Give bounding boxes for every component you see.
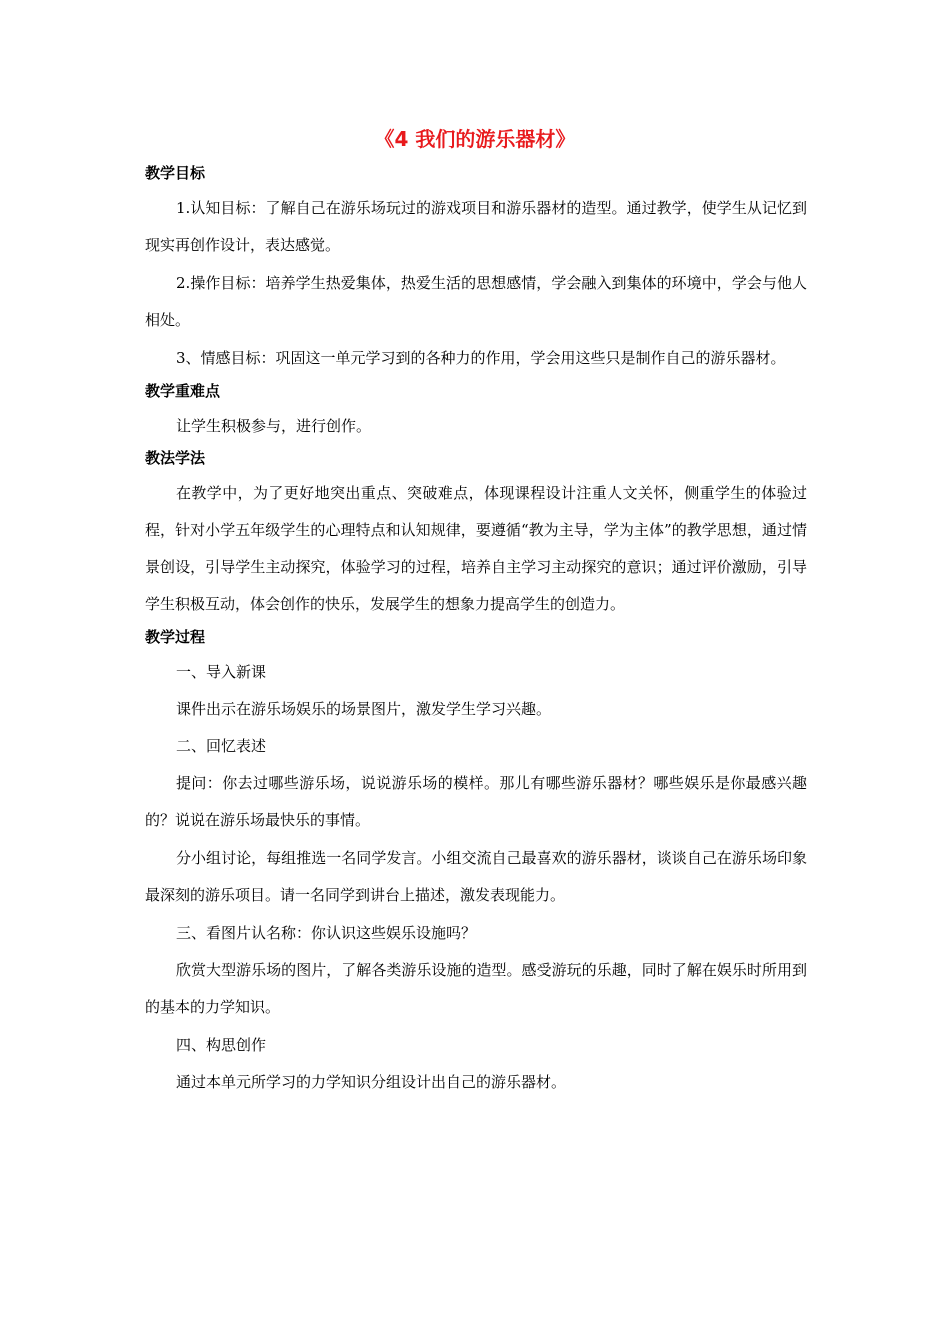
document-body: [145, 160, 807, 1101]
paragraph: 欣赏大型游乐场的图片，了解各类游乐设施的造型。感受游玩的乐趣，同时了解在娱乐时所用到的基本的力学知识。: [145, 961, 807, 1016]
section-heading: 教学重难点: [145, 382, 221, 400]
section-teaching-objectives: [145, 160, 807, 377]
paragraph: 3、情感目标：巩固这一单元学习到的各种力的作用，学会用这些只是制作自己的游乐器材。: [176, 349, 786, 367]
document-title: 《4 我们的游乐器材》: [374, 127, 576, 151]
paragraph: 2.操作目标：培养学生热爱集体，热爱生活的思想感情，学会融入到集体的环境中，学会与他人相处。: [145, 274, 807, 329]
paragraph: 三、看图片认名称：你认识这些娱乐设施吗？: [176, 924, 477, 942]
section-heading: 教学目标: [145, 164, 206, 182]
section-heading: 教学过程: [145, 628, 206, 646]
section-key-difficulties: [145, 378, 807, 444]
paragraph: 课件出示在游乐场娱乐的场景图片，激发学生学习兴趣。: [176, 700, 552, 718]
paragraph: 在教学中，为了更好地突出重点、突破难点，体现课程设计注重人文关怀，侧重学生的体验过程，针对小学五年级学生的心理特点和认知规律，要遵循“教为主导，学为主体”的教学思想，通过情景创设，引导学生主动探究，体验学习的过程，培养自主学习主动探究的意识；通过评价激励，引导学生积极互动，体会创作的快乐，发展学生的想象力提高学生的创造力。: [145, 484, 807, 613]
paragraph: 1.认知目标：了解自己在游乐场玩过的游戏项目和游乐器材的造型。通过教学，使学生从记忆到现实再创作设计，表达感觉。: [145, 199, 807, 254]
paragraph: 分小组讨论，每组推选一名同学发言。小组交流自己最喜欢的游乐器材，谈谈自己在游乐场印象最深刻的游乐项目。请一名同学到讲台上描述，激发表现能力。: [145, 849, 807, 904]
paragraph: 一、导入新课: [176, 663, 267, 681]
paragraph: 二、回忆表述: [176, 737, 267, 755]
paragraph: 通过本单元所学习的力学知识分组设计出自己的游乐器材。: [176, 1073, 567, 1091]
section-heading: 教法学法: [145, 449, 206, 467]
section-teaching-process: [145, 624, 807, 1100]
paragraph: 让学生积极参与，进行创作。: [176, 417, 372, 435]
section-teaching-methods: [145, 445, 807, 623]
paragraph: 四、构思创作: [176, 1036, 267, 1054]
paragraph: 提问：你去过哪些游乐场，说说游乐场的模样。那儿有哪些游乐器材？哪些娱乐是你最感兴趣的？说说在游乐场最快乐的事情。: [145, 774, 807, 829]
